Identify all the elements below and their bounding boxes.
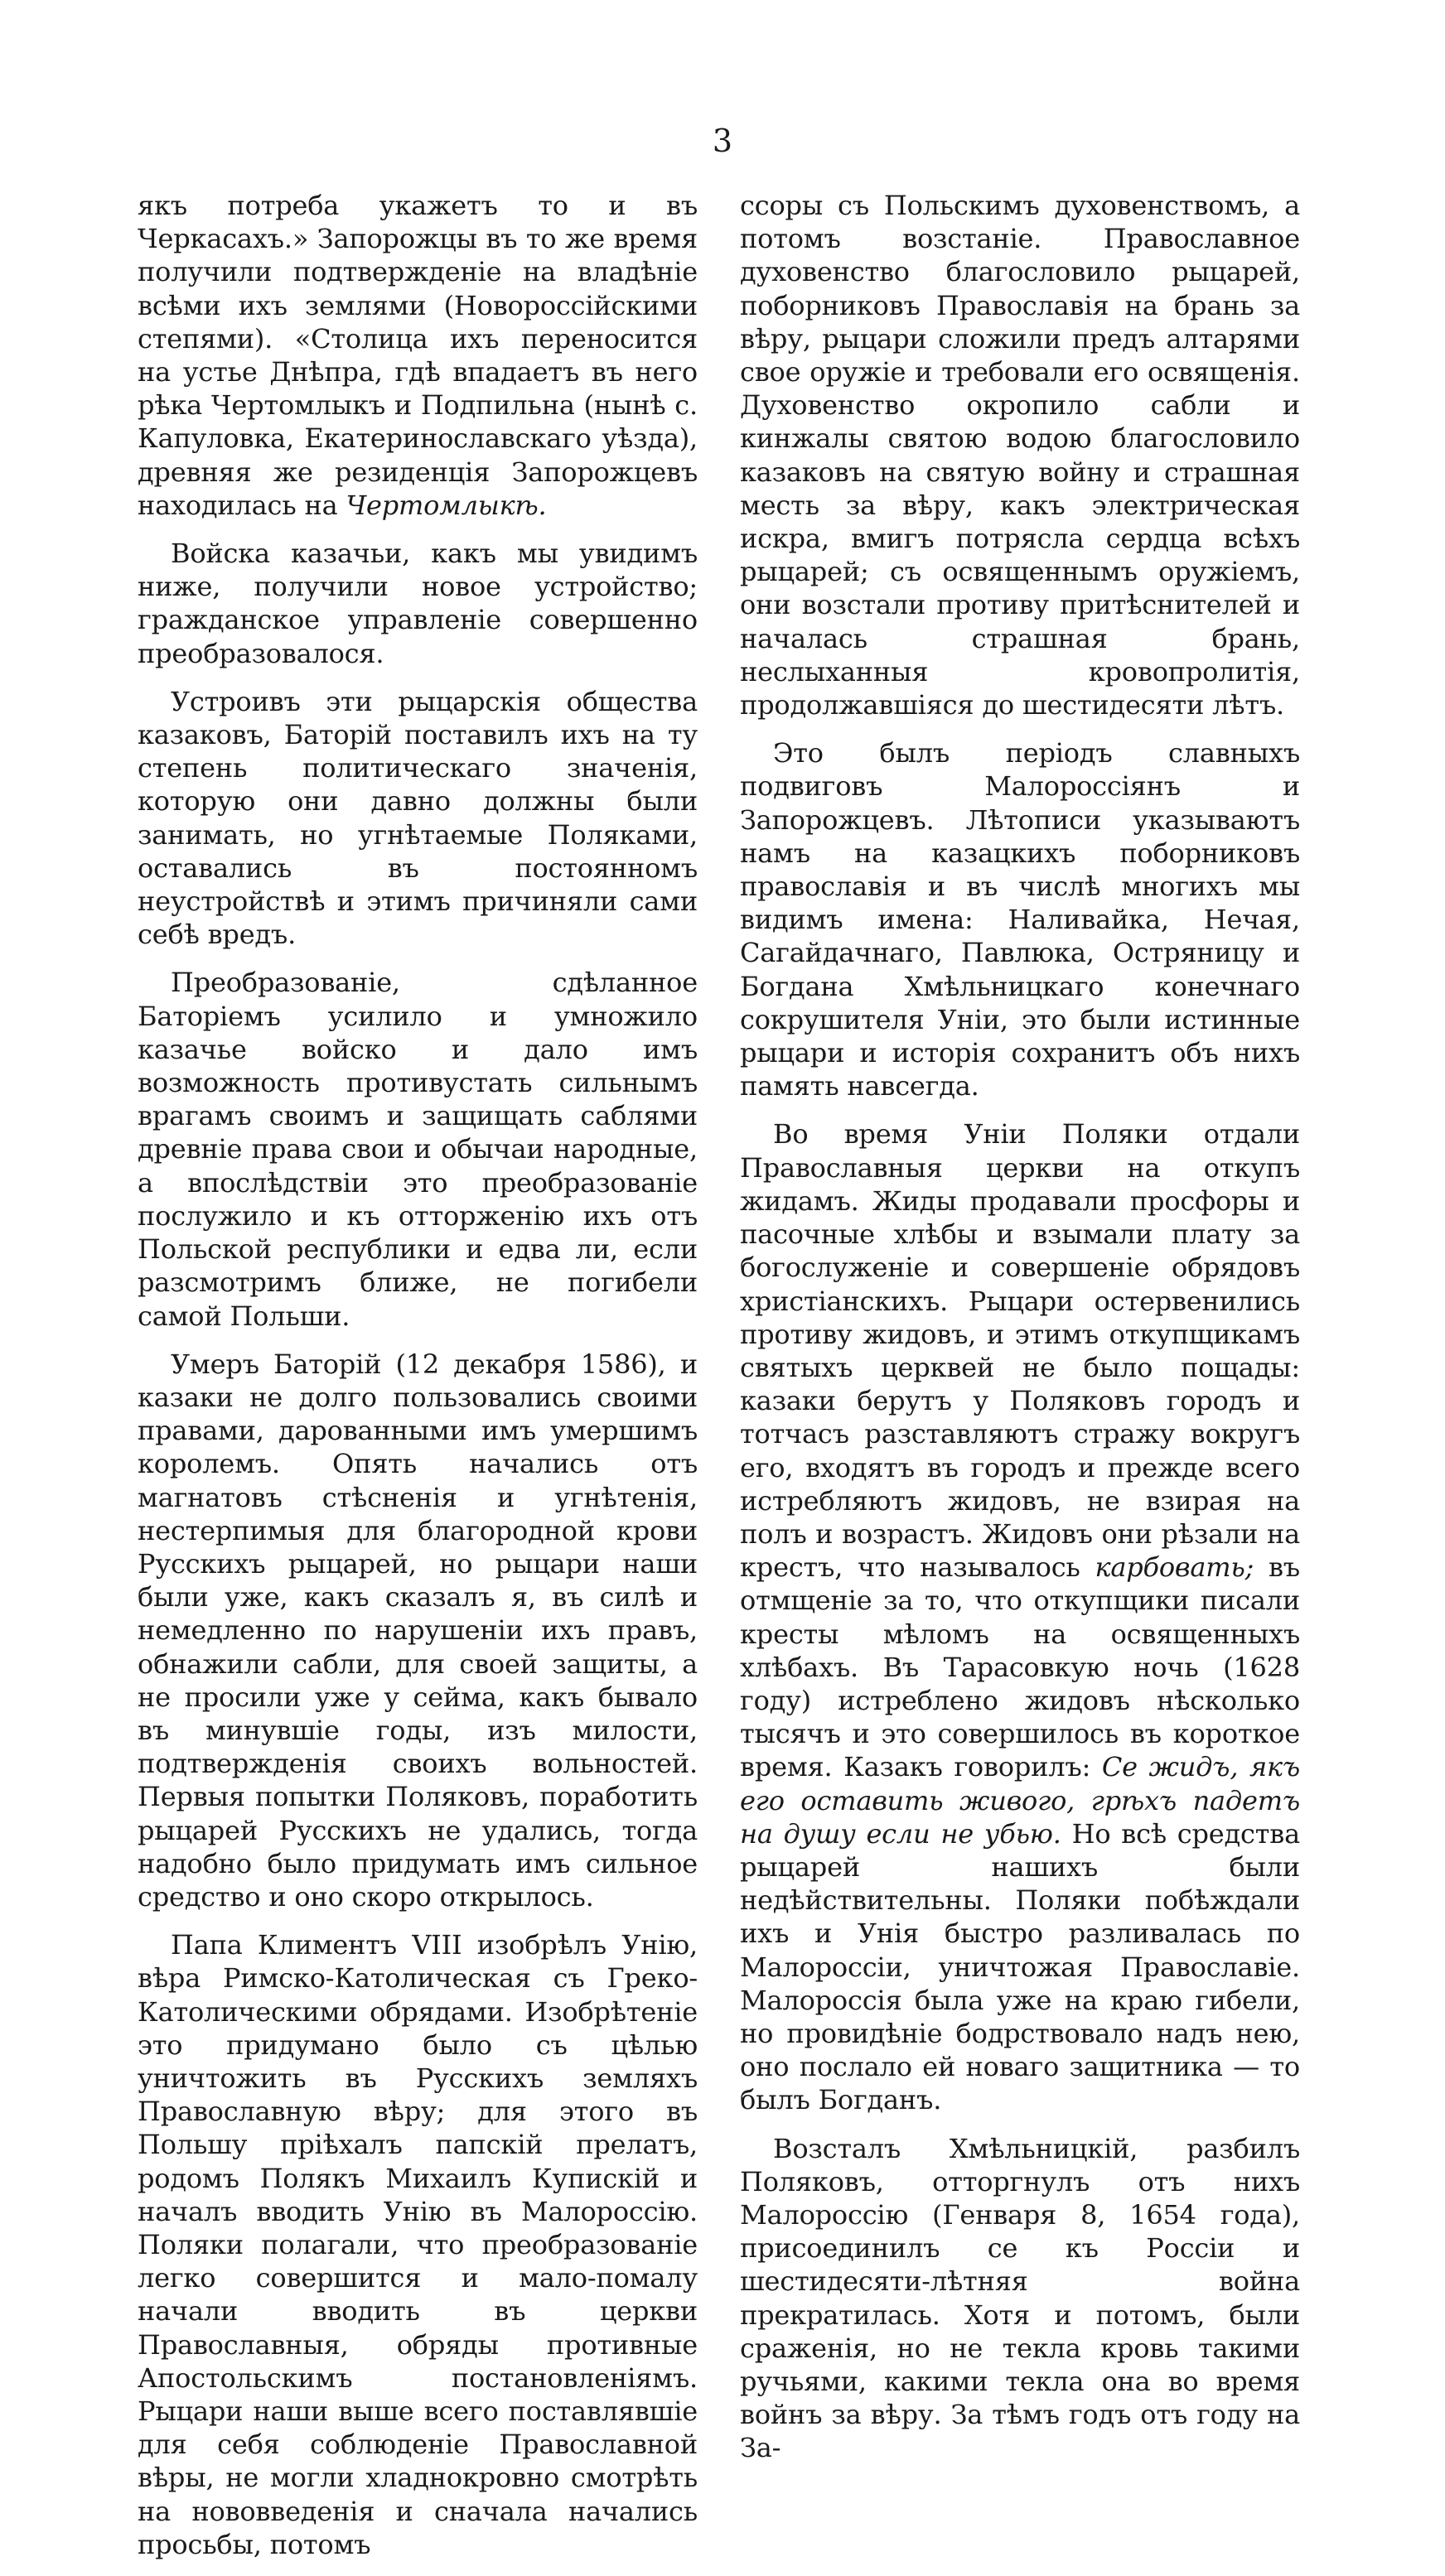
paragraph: Преобразованіе, сдѣланное Баторіемъ усилило и умножило казачье войско и дало имъ возможность противустать сильнымъ врагамъ своимъ и защищать саблями древніе права свои и обычаи народные, а впослѣдствіи это преобразованіе послужило и къ отторженію ихъ отъ Польской республики и едва ли, если разсмотримъ ближе, не погибели самой Польши. xyxy=(138,967,698,1332)
paragraph-text: Но всѣ средства рыцарей нашихъ были недѣйствительны. Поляки побѣждали ихъ и Унія быстро разливалась по Малороссіи, уничтожая Православіе. Малороссія была уже на краю гибели, но провидѣніе бодрствовало надъ нею, оно послало ей новаго защитника — то былъ Богданъ. xyxy=(740,1817,1300,2116)
paragraph: Устроивъ эти рыцарскія общества казаковъ, Баторій поставилъ ихъ на ту степень политическаго значенія, которую они давно должны были занимать, но угнѣтаемые Поляками, оставались въ постоянномъ неустройствѣ и этимъ причиняли сами себѣ вредъ. xyxy=(138,685,698,951)
paragraph-text: въ отмщеніе за то, что откупщики писали кресты мѣломъ на освященныхъ хлѣбахъ. Въ Тарасовкую ночь (1628 году) истреблено жидовъ нѣсколько тысячъ и это совершилось въ короткое время. Казакъ говорилъ: xyxy=(740,1551,1300,1783)
paragraph xyxy=(740,1117,1300,2116)
paragraph-text: Во время Уніи Поляки отдали Православныя церкви на откупъ жидамъ. Жиды продавали просфоры и пасочные хлѣбы и взымали плату за богослуженіе и совершеніе обрядовъ христіанскихъ. Рыцари остервенились противу жидовъ, и этимъ откупщикамъ святыхъ церквей не было пощады: казаки берутъ у Поляковъ городъ и тотчасъ разставляютъ стражу вокругъ его, входятъ въ городъ и прежде всего истребляютъ жидовъ, не взирая на полъ и возрастъ. Жидовъ они рѣзали на крестъ, что называлось xyxy=(740,1118,1300,1584)
paragraph-text: якъ потреба укажетъ то и въ Черкасахъ.» Запорожцы въ то же время получили подтвержденіе на владѣніе всѣми ихъ землями (Новороссійскими степями). «Столица ихъ переносится на устье Днѣпра, гдѣ впадаетъ въ него рѣка Чертомлыкъ и Подпильна (нынѣ с. Капуловка, Екатеринославскаго уѣзда), древняя же резиденція Запорожцевъ находилась на xyxy=(138,190,698,521)
paragraph: ссоры съ Польскимъ духовенствомъ, а потомъ возстаніе. Православное духовенство благословило рыцарей, поборниковъ Православія на брань за вѣру, рыцари сложили предъ алтарями свое оружіе и требовали его освященія. Духовенство окропило сабли и кинжалы святою водою благословило казаковъ на святую войну и страшная месть за вѣру, какъ электрическая искра, вмигъ потрясла сердца всѣхъ рыцарей; съ освященнымъ оружіемъ, они возстали противу притѣснителей и началась страшная брань, неслыханныя кровопролитія, продолжавшіяся до шестидесяти лѣтъ. xyxy=(740,190,1300,721)
paragraph: Это былъ періодъ славныхъ подвиговъ Малороссіянъ и Запорожцевъ. Лѣтописи указываютъ намъ на казацкихъ поборниковъ православія и въ числѣ многихъ мы видимъ имена: Наливайка, Нечая, Сагайдачнаго, Павлюка, Остряницу и Богдана Хмѣльницкаго конечнаго сокрушителя Уніи, это были истинные рыцари и исторія сохранитъ объ нихъ память навсегда. xyxy=(740,737,1300,1102)
paragraph-italic-quote: Се жидъ, якъ его оставить живого, грѣхъ падетъ на душу если не убью. xyxy=(740,1751,1300,1850)
paragraph: Возсталъ Хмѣльницкій, разбилъ Поляковъ, отторгнулъ отъ нихъ Малороссію (Генваря 8, 1654 года), присоединилъ се къ Россіи и шестидесяти-лѣтняя война прекратилась. Хотя и потомъ, были сраженія, но не текла кровь такими ручьями, какими текла она во время войнъ за вѣру. За тѣмъ годъ отъ году на За- xyxy=(740,2132,1300,2464)
paragraph xyxy=(138,189,698,522)
right-column xyxy=(740,189,1300,2480)
paragraph-italic-text: карбовать; xyxy=(1095,1551,1254,1584)
paragraph-italic-text: Чертомлыкѣ. xyxy=(346,489,547,521)
page-number: 3 xyxy=(712,123,733,159)
paragraph: Умеръ Баторій (12 декабря 1586), и казаки не долго пользовались своими правами, дарованными имъ умершимъ королемъ. Опять начались отъ магнатовъ стѣсненія и угнѣтенія, нестерпимыя для благородной крови Русскихъ рыцарей, но рыцари наши были уже, какъ сказалъ я, въ силѣ и немедленно по нарушеніи ихъ правъ, обнажили сабли, для своей защиты, а не просили уже у сейма, какъ бывало въ минувшіе годы, изъ милости, подтвержденія своихъ вольностей. Первыя попытки Поляковъ, поработить рыцарей Русскихъ не удались, тогда надобно было придумать имъ сильное средство и оно скоро открылось. xyxy=(138,1348,698,1913)
left-column xyxy=(138,189,698,2576)
paragraph: Войска казачьи, какъ мы увидимъ ниже, получили новое устройство; гражданское управленіе совершенно преобразовалося. xyxy=(138,538,698,669)
paragraph: Папа Климентъ VIII изобрѣлъ Унію, вѣра Римско-Католическая съ Греко-Католическими обрядами. Изобрѣтеніе это придумано было съ цѣлью уничтожить въ Русскихъ земляхъ Православную вѣру; для этого въ Польшу пріѣхалъ папскій прелатъ, родомъ Полякъ Михаилъ Купискій и началъ вводить Унію въ Малороссію. Поляки полагали, что преобразованіе легко совершится и мало-помалу начали вводить въ церкви Православныя, обряды противные Апостольскимъ постановленіямъ. Рыцари наши выше всего поставлявшіе для себя соблюденіе Православной вѣры, не могли хладнокровно смотрѣть на нововведенія и сначала начались просьбы, потомъ xyxy=(138,1929,698,2560)
